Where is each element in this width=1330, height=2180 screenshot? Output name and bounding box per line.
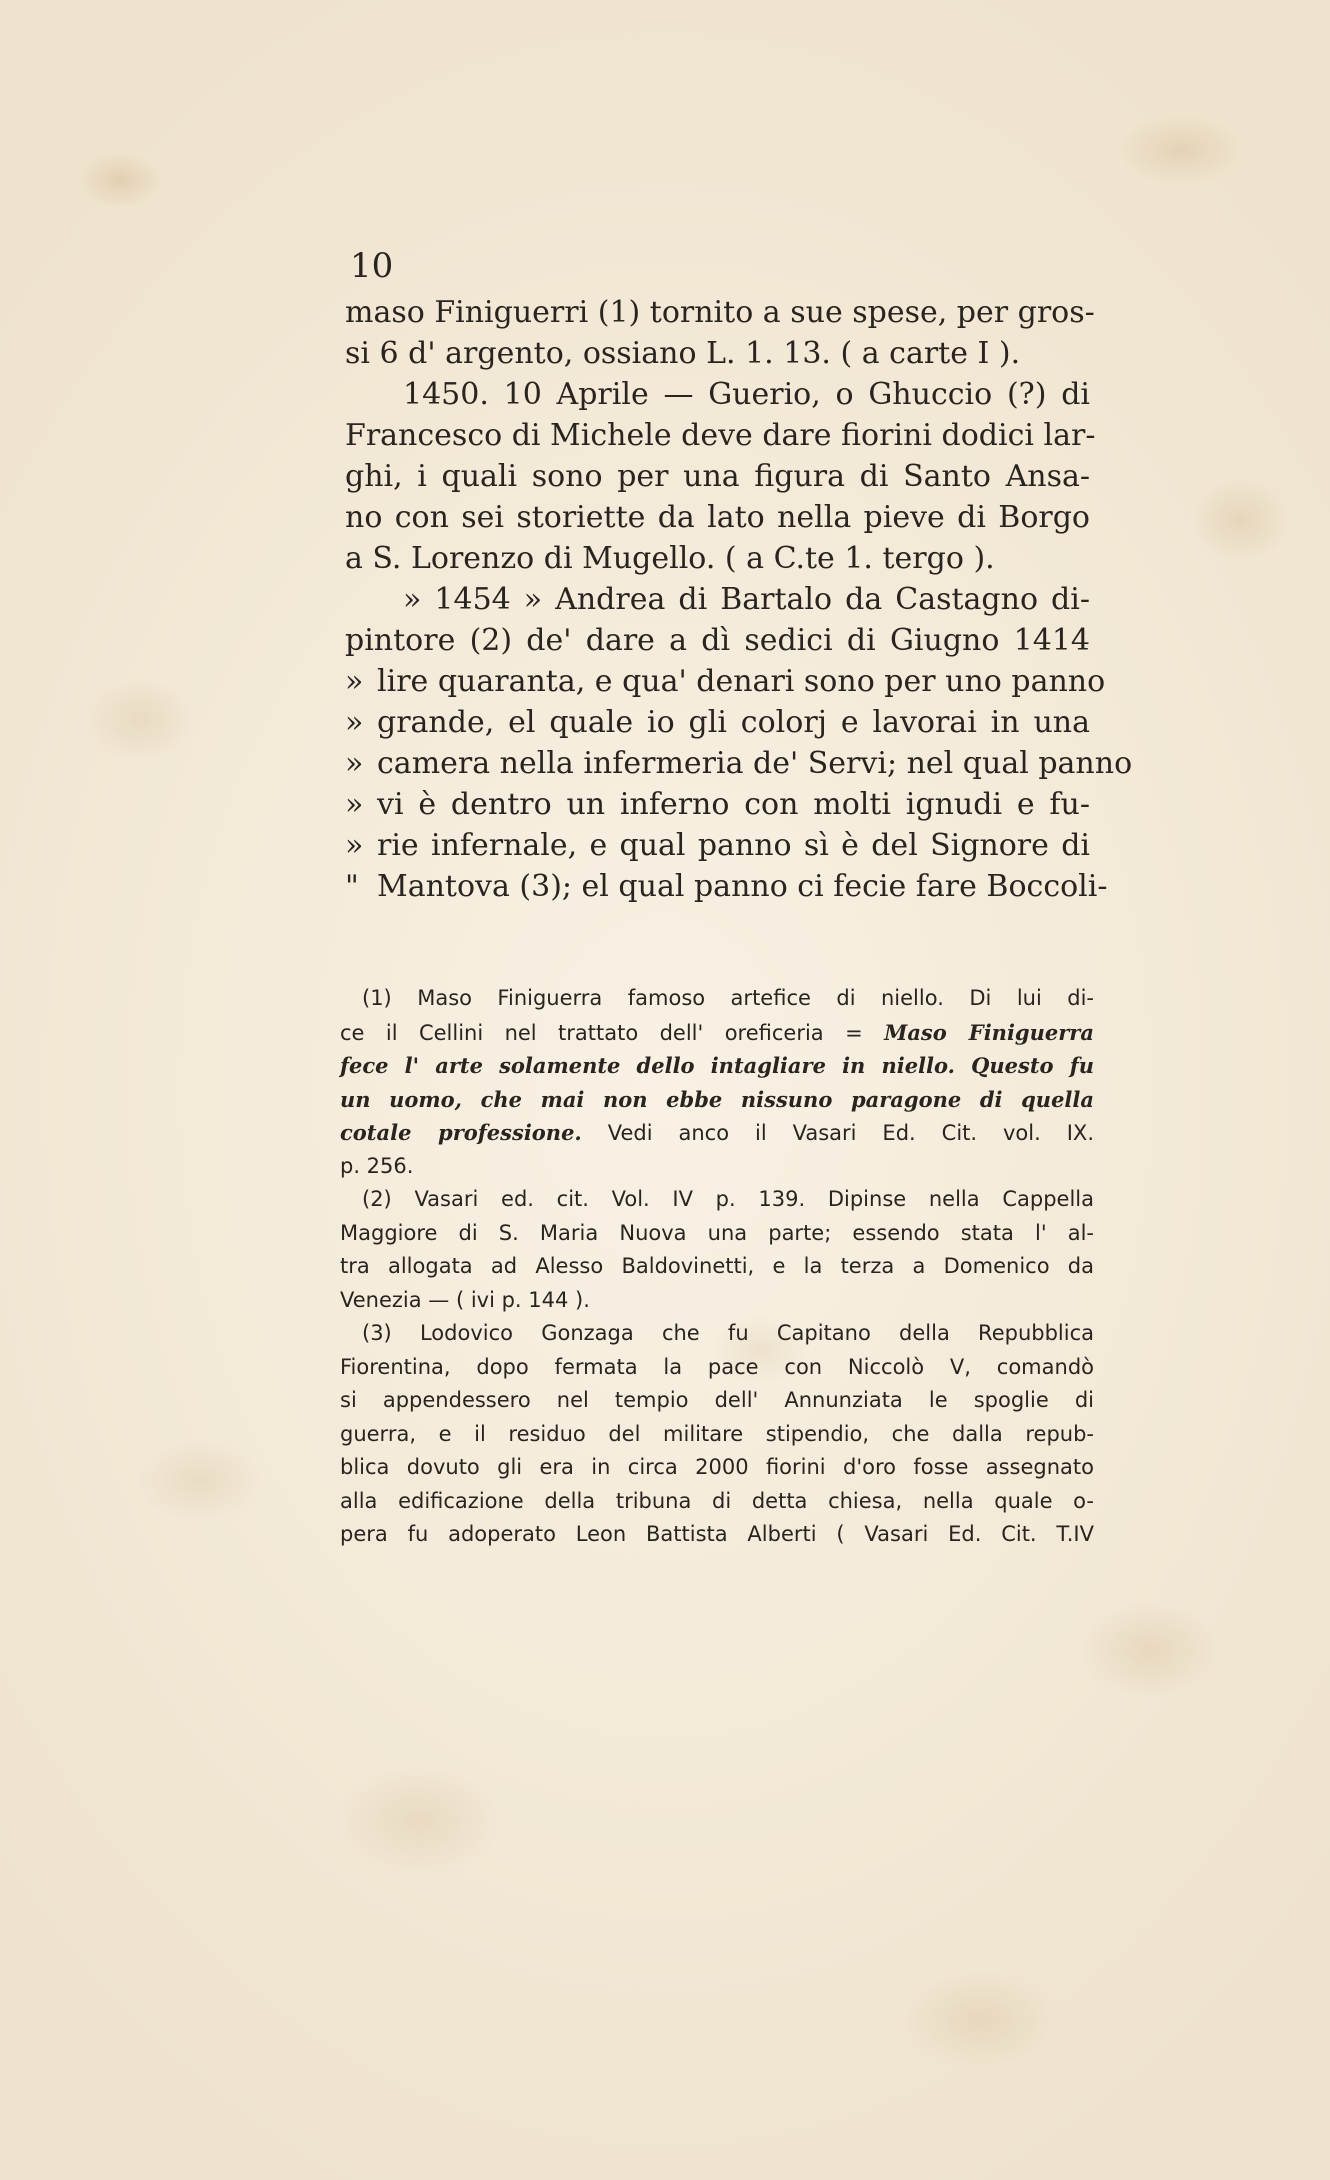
footnotes <box>340 982 1094 1552</box>
footnote-1-line <box>340 1116 1094 1150</box>
footnote-text: Vedi anco il Vasari Ed. Cit. vol. IX. <box>607 1121 1094 1145</box>
quote-mark: » <box>345 787 364 822</box>
footnote-1-line: fece l' arte solamente dello intagliare in niello. Questo fu <box>340 1053 1094 1078</box>
text-line: 1450. 10 Aprile — Guerio, o Ghuccio (?) di <box>403 377 1090 412</box>
footnote-text: (1) Maso Finiguerra famoso artefice di niello. <box>362 986 944 1010</box>
footnote-2-line: (2) Vasari ed. cit. Vol. IV p. 139. Dipinse nella Cappella <box>362 1187 1094 1211</box>
quoted-text: Mantova (3); el qual panno ci fecie fare Boccoli- <box>377 869 1108 904</box>
footnote-3-line: pera fu adoperato Leon Battista Alberti ( Vasari Ed. Cit. T.IV <box>340 1522 1094 1546</box>
quoted-line <box>345 702 1090 743</box>
quote-mark: » <box>345 828 364 863</box>
footnote-2-line: tra allogata ad Alesso Baldovinetti, e la terza a Domenico da <box>340 1254 1094 1278</box>
footnote-3-line: (3) Lodovico Gonzaga che fu Capitano della Repubblica <box>362 1321 1094 1345</box>
quote-mark: » <box>345 705 364 740</box>
text-line: si 6 d' argento, ossiano L. 1. 13. ( a carte I ). <box>345 336 1021 371</box>
footnote-3-line: guerra, e il residuo del militare stipendio, che dalla repub- <box>340 1421 1094 1446</box>
quote-mark: » <box>345 664 364 699</box>
quoted-line <box>345 661 1106 702</box>
quoted-line <box>345 743 1133 784</box>
footnote-1-line: un uomo, che mai non ebbe nissuno paragone di quella <box>340 1086 1094 1112</box>
footnote-italic-text: cotale professione. <box>340 1120 582 1145</box>
footnote-3-line: alla edificazione della tribuna di detta chiesa, nella quale o- <box>340 1488 1094 1513</box>
text-line: ghi, i quali sono per una figura di Santo Ansa- <box>345 459 1090 494</box>
footnote-italic-text: Maso Finiguerra <box>884 1019 1094 1045</box>
quoted-text: lire quaranta, e qua' denari sono per uno panno <box>377 664 1106 699</box>
footnote-3-line: si appendessero nel tempio dell' Annunziata le spoglie di <box>340 1388 1094 1412</box>
text-line: pintore (2) de' dare a dì sedici di Giugno 1414 <box>345 623 1090 658</box>
text-line: no con sei storiette da lato nella pieve di Borgo <box>345 500 1090 535</box>
main-text <box>345 292 1133 907</box>
footnote-3-line: blica dovuto gli era in circa 2000 fiorini d'oro fosse assegnato <box>340 1455 1094 1479</box>
quoted-line <box>345 866 1108 907</box>
quoted-text: grande, el quale io gli colorj e lavorai in una <box>377 705 1090 740</box>
footnote-1-line <box>340 1016 1094 1050</box>
text-line: a S. Lorenzo di Mugello. ( a C.te 1. tergo ). <box>345 541 995 576</box>
quoted-text: camera nella infermeria de' Servi; nel qual panno <box>377 746 1133 781</box>
footnote-2-line: Maggiore di S. Maria Nuova una parte; essendo stata l' al- <box>340 1220 1094 1245</box>
footnote-text: ce il Cellini nel trattato dell' oreficeria = <box>340 1020 863 1045</box>
quoted-line <box>345 784 1090 825</box>
quoted-text: vi è dentro un inferno con molti ignudi e fu- <box>377 787 1090 822</box>
quote-mark: " <box>345 869 359 904</box>
text-line: » 1454 » Andrea di Bartalo da Castagno di- <box>403 582 1090 617</box>
footnote-text: Di lui di- <box>969 986 1094 1010</box>
footnote-2-line: Venezia — ( ivi p. 144 ). <box>340 1287 590 1312</box>
quoted-text: rie infernale, e qual panno sì è del Signore di <box>377 828 1090 863</box>
footnote-1-line: p. 256. <box>340 1153 414 1178</box>
text-line: Francesco di Michele deve dare fiorini dodici lar- <box>345 418 1096 453</box>
footnote-3-line: Fiorentina, dopo fermata la pace con Niccolò V, comandò <box>340 1354 1094 1379</box>
quote-mark: » <box>345 746 364 781</box>
footnote-1-line <box>340 982 1094 1016</box>
page-number: 10 <box>350 246 394 286</box>
text-line: maso Finiguerri (1) tornito a sue spese, per gros- <box>345 295 1095 330</box>
quoted-line <box>345 825 1090 866</box>
